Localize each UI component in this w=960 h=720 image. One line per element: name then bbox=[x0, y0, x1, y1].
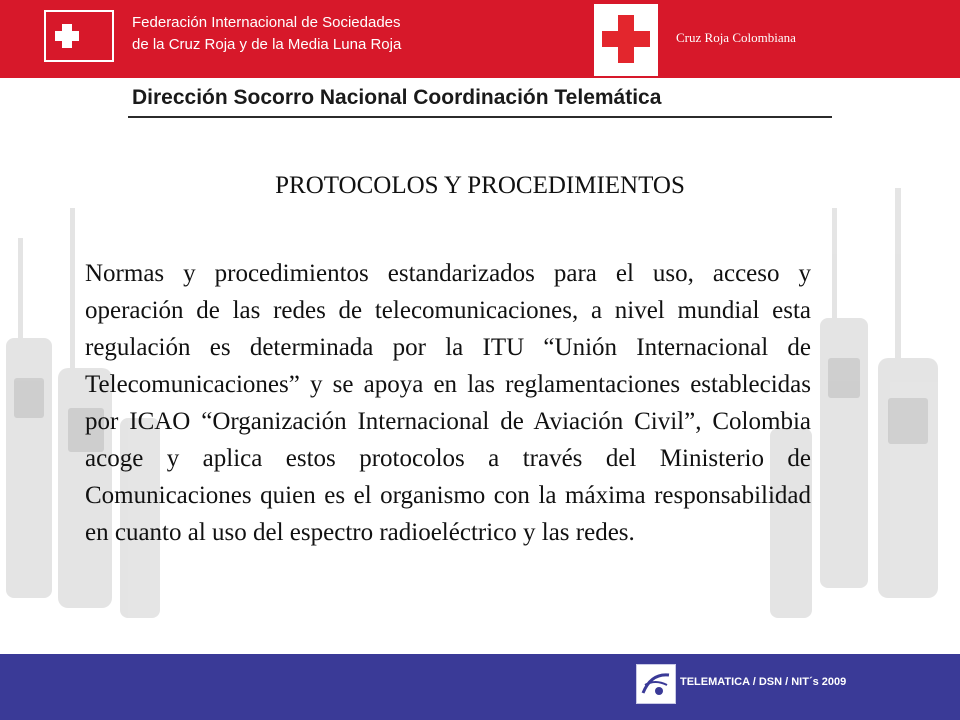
telematica-logo-icon bbox=[636, 664, 676, 704]
department-subtitle: Dirección Socorro Nacional Coordinación Telemática bbox=[132, 86, 662, 109]
ifrc-cross-crescent-logo bbox=[44, 10, 114, 62]
page-title: PROTOCOLOS Y PROCEDIMIENTOS bbox=[275, 172, 685, 199]
footer-label: TELEMATICA / DSN / NIT´s 2009 bbox=[680, 676, 847, 688]
body-paragraph: Normas y procedimientos estandarizados para el uso, acceso y operación de las redes de telecomunicaciones, a nivel mundial esta regulación es determinada por la ITU “Unión Internacional de Telecomunicaciones” y se apoya en las reglamentaciones establecidas por ICAO “Organización Internacional de Aviación Civil”, Colombia acoge y aplica estos protocolos a través del Ministerio de Comunicaciones quien es el organismo con la máxima responsabilidad en cuanto al uso del espectro radioeléctrico y las redes. bbox=[85, 260, 811, 546]
ifrc-name bbox=[132, 12, 401, 56]
ifrc-name-line1: Federación Internacional de Sociedades bbox=[132, 14, 401, 31]
ifrc-name-line2: de la Cruz Roja y de la Media Luna Roja bbox=[132, 36, 402, 53]
header-bar bbox=[0, 0, 960, 78]
red-cross-logo bbox=[594, 4, 658, 76]
national-society-name: Cruz Roja Colombiana bbox=[676, 30, 796, 45]
